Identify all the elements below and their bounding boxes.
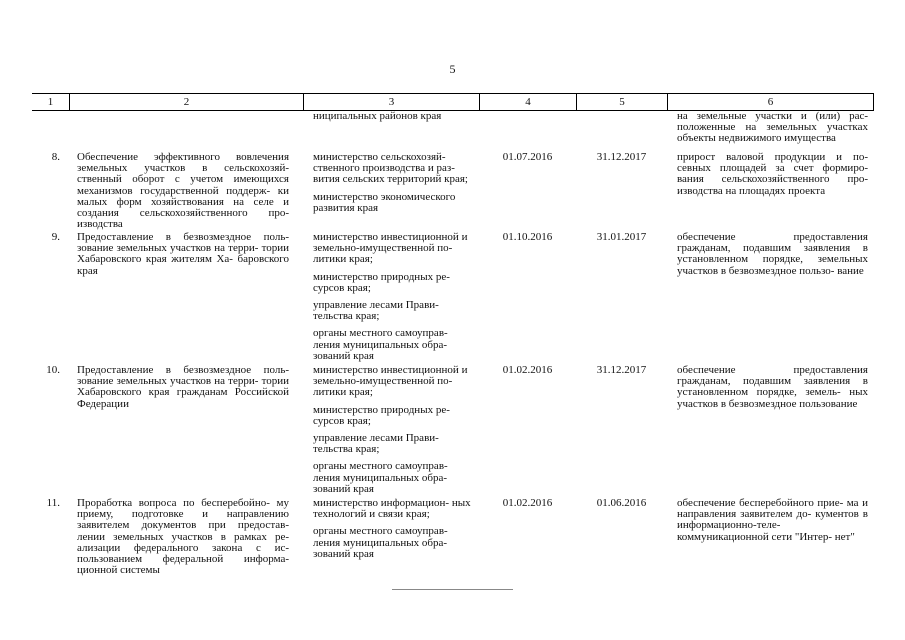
table-row [32, 152, 874, 232]
start-date: 01.10.2016 [502, 231, 553, 243]
result-cell: обеспечение предоставления гражданам, подавшим заявления в установленном порядке, земель- ных участков в безвозмездное пользование [677, 364, 868, 410]
measure-cell: Предоставление в безвозмездное поль- зование земельных участков на терри- тории Хабаровского края гражданам Российской Федерации [77, 364, 289, 410]
column-header: 2 [69, 94, 303, 110]
start-date: 01.02.2016 [502, 497, 553, 509]
executor-cell [303, 232, 479, 365]
measure-cell: Обеспечение эффективного вовлечения земельных участков в сельскохозяй- ственный оборот с учетом имеющихся механизмов государственной поддерж- ки малых форм хозяйствования на селе и создания сельскохозяйственного про- изводства [77, 151, 289, 231]
row-number: 8. [51, 151, 60, 163]
executor-cell: ниципальных районов края [313, 110, 442, 122]
start-date: 01.02.2016 [502, 364, 553, 376]
row-number: 11. [46, 497, 60, 509]
column-header: 6 [667, 94, 874, 110]
result-cell: обеспечение бесперебойного прие- ма и направления заявителем до- кументов в информационно-теле- коммуникационной сети "Интер- нет" [677, 497, 868, 543]
measure-cell: Предоставление в безвозмездное поль- зование земельных участков на терри- тории Хабаровского края жителям Ха- баровского края [77, 231, 289, 277]
measures-table [32, 93, 874, 588]
table-header-row [32, 93, 874, 111]
table-row [32, 365, 874, 498]
executor-item: управление лесами Прави- тельства края; [313, 432, 439, 456]
table-row-continuation [32, 111, 874, 152]
executor-cell [303, 365, 479, 498]
table-row [32, 232, 874, 365]
result-cell: на земельные участки и (или) рас- положенные на земельных участках объекты недвижимого имущества [677, 110, 868, 145]
result-cell: обеспечение предоставления гражданам, подавшим заявления в установленном порядке, земельных участков в безвозмездное пользо- вание [677, 231, 868, 277]
column-header: 5 [576, 94, 667, 110]
executor-item: органы местного самоуправ- ления муниципальных обра- зований края [313, 327, 448, 362]
executor-item: министерство информацион- ных технологий и связи края; [313, 497, 471, 521]
executor-item: министерство экономического развития края [313, 190, 456, 214]
end-date: 01.06.2016 [596, 497, 647, 509]
end-date: 31.01.2017 [596, 231, 647, 243]
executor-item: министерство инвестиционной и земельно-имущественной по- литики края; [313, 231, 468, 266]
end-date: 31.12.2017 [596, 364, 647, 376]
start-date: 01.07.2016 [502, 151, 553, 163]
measure-cell: Проработка вопроса по бесперебойно- му приему, подготовке и направлению заявителем документов при предостав- лении земельных участков в рамках ре- ализации федерального закона с ис- пользованием федеральной информа- ционной системы [77, 497, 289, 577]
column-header: 1 [47, 96, 54, 108]
end-date: 31.12.2017 [596, 151, 647, 163]
table-row [32, 498, 874, 588]
executor-cell [303, 498, 479, 588]
executor-item: министерство инвестиционной и земельно-имущественной по- литики края; [313, 364, 468, 399]
column-header: 3 [303, 94, 479, 110]
row-number: 10. [46, 364, 60, 376]
page-number: 5 [449, 62, 456, 76]
executor-item: органы местного самоуправ- ления муниципальных обра- зований края [313, 525, 448, 560]
page-divider-line [392, 589, 513, 590]
executor-cell [303, 152, 479, 232]
column-header: 4 [479, 94, 576, 110]
executor-item: органы местного самоуправ- ления муниципальных обра- зований края [313, 460, 448, 495]
row-number: 9. [51, 231, 60, 243]
executor-item: управление лесами Прави- тельства края; [313, 299, 439, 323]
executor-item: министерство природных ре- сурсов края; [313, 270, 450, 294]
executor-item: министерство природных ре- сурсов края; [313, 403, 450, 427]
result-cell: прирост валовой продукции и по- севных площадей за счет формиро- вания сельскохозяйственного про- изводства на площадях проекта [677, 151, 868, 197]
executor-item: министерство сельскохозяй- ственного производства и раз- вития сельских территорий края; [313, 151, 468, 186]
